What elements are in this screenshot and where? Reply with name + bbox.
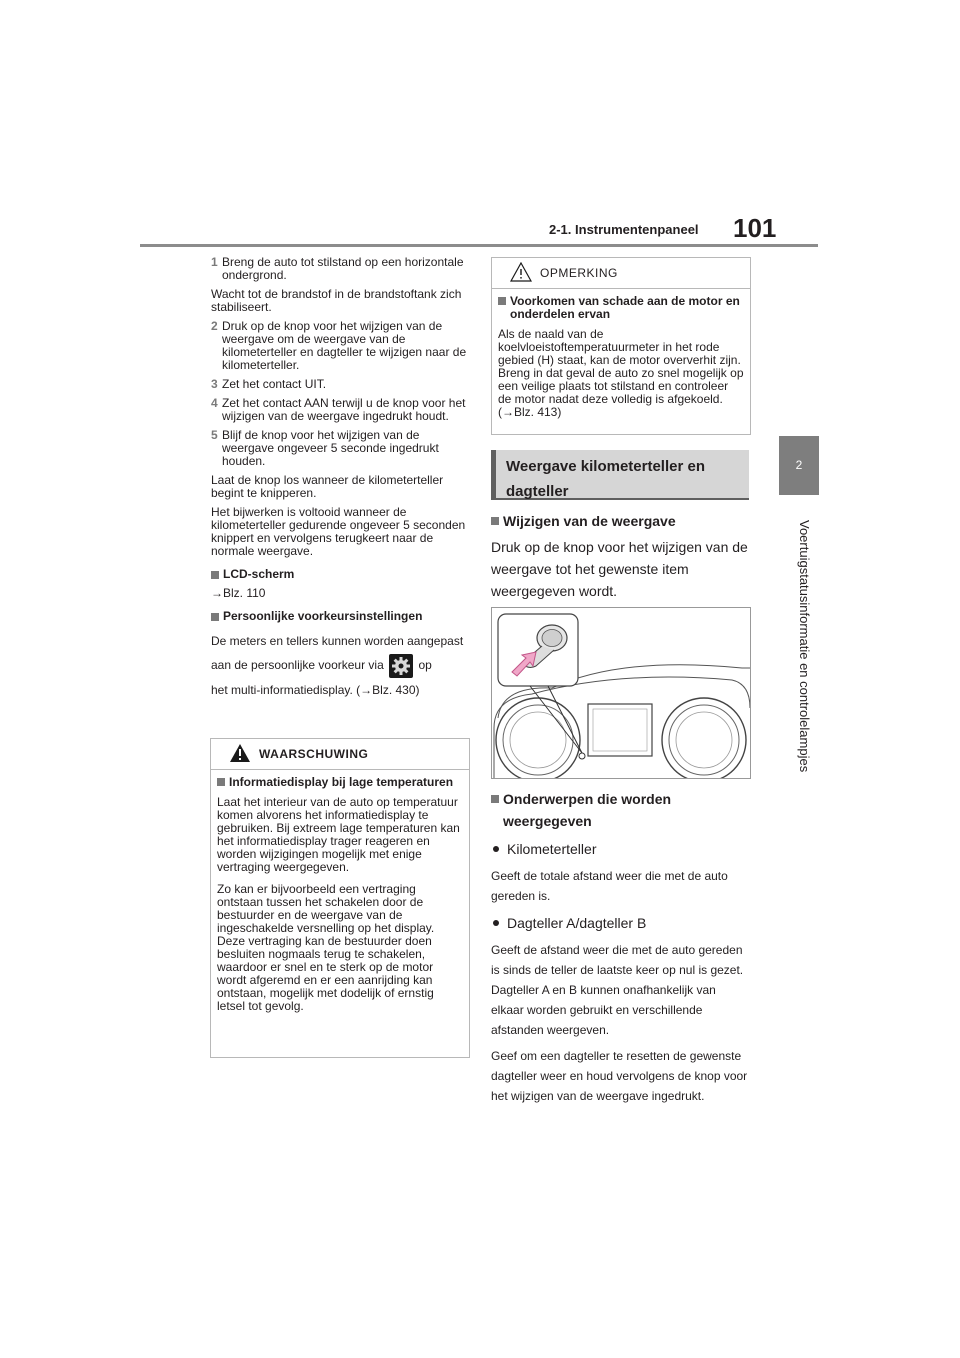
step-2: 2 Druk op de knop voor het wijzigen van de weergave om de weergave van de kilometerteller en dagteller te wijzigen naar de kilometerteller. xyxy=(211,319,467,372)
items-heading: Onderwerpen die worden weergegeven xyxy=(491,788,749,832)
bullet-dot-icon xyxy=(493,846,499,852)
notice-subheading: Voorkomen van schade aan de motor en onderdelen ervan xyxy=(498,295,744,321)
cluster-drawing xyxy=(492,608,750,778)
right-column-bottom xyxy=(491,788,749,1106)
square-bullet-icon xyxy=(491,517,499,525)
chapter-tab: 2 xyxy=(779,436,819,495)
tripmeter-text: Geeft de afstand weer die met de auto gereden is sinds de teller de laatste keer op nul is gezet. Dagteller A en B kunnen onafhankelijk van elkaar worden gebruikt en verschillende afstanden weergeven. xyxy=(491,943,744,1037)
odometer-item: Kilometerteller xyxy=(491,838,749,860)
change-heading: Wijzigen van de weergave xyxy=(491,510,749,532)
warning-box xyxy=(210,738,470,1058)
header-rule xyxy=(140,244,818,247)
chapter-title: Voertuigstatusinformatie en controlelampjes xyxy=(797,520,812,773)
notice-box xyxy=(491,257,751,435)
change-text: Druk op de knop voor het wijzigen van de weergave tot het gewenste item weergegeven wordt. xyxy=(491,539,748,599)
warning-paragraph-2: Zo kan er bijvoorbeeld een vertraging ontstaan tussen het schakelen door de bestuurder en de weergave van de ingeschakelde versnelling op het display. Deze vertraging kan de bestuurder doen besluiten nogmaals terug te schakelen, waardoor er snel en te sterk op de motor wordt afgeremd en er een aanrijding kan ontstaan, mogelijk met dodelijk of ernstig letsel tot gevolg. xyxy=(217,882,435,1013)
complete-text: Het bijwerken is voltooid wanneer de kilometerteller gedurende ongeveer 5 seconden knippert en vervolgens terugkeert naar de normale weergave. xyxy=(211,505,466,558)
section-heading: Weergave kilometerteller en dagteller xyxy=(491,450,749,500)
step-3: 3 Zet het contact UIT. xyxy=(211,377,327,391)
settings-gear-icon xyxy=(389,654,413,678)
tripmeter-item: Dagteller A/dagteller B xyxy=(491,912,749,934)
square-bullet-icon xyxy=(211,613,219,621)
page-number: 101 xyxy=(733,213,777,243)
notice-body: Als de naald van de koelvloeistoftemperatuurmeter in het rode gebied (H) staat, kan de motor oververhit zijn. Breng in dat geval de auto zo snel mogelijk op een veilige plaats tot stilstand en controleer de motor nadat deze volledig is afgekoeld. xyxy=(498,327,744,406)
warning-triangle-icon xyxy=(229,743,251,763)
notice-header: OPMERKING xyxy=(492,258,750,289)
bullet-dot-icon xyxy=(493,920,499,926)
reset-text: Geef om een dagteller te resetten de gewenste dagteller weer en houd vervolgens de knop voor het wijzigen van de weergave ingedrukt. xyxy=(491,1049,748,1103)
instrument-cluster-illustration xyxy=(491,607,751,779)
square-bullet-icon xyxy=(217,778,225,786)
caution-triangle-icon xyxy=(510,262,532,282)
section-title: 2-1. Instrumentenpaneel xyxy=(549,222,699,237)
square-bullet-icon xyxy=(491,795,499,803)
step-5: 5 Blijf de knop voor het wijzigen van de weergave ongeveer 5 seconde ingedrukt houden. xyxy=(211,428,439,468)
left-column xyxy=(211,256,467,708)
notice-reference[interactable]: (→Blz. 413) xyxy=(498,405,562,419)
release-text: Laat de knop los wanneer de kilometerteller begint te knipperen. xyxy=(211,473,444,500)
lcd-heading: LCD-scherm xyxy=(211,568,467,581)
step-4: 4 Zet het contact AAN terwijl u de knop voor het wijzigen van de weergave ingedrukt houdt. xyxy=(211,396,466,423)
step-1: 1 Breng de auto tot stilstand op een horizontale ondergrond. xyxy=(211,255,464,282)
square-bullet-icon xyxy=(211,571,219,579)
warning-subheading: Informatiedisplay bij lage temperaturen xyxy=(217,776,463,789)
wait-text: Wacht tot de brandstof in de brandstoftank zich stabiliseert. xyxy=(211,287,462,314)
warning-paragraph-1: Laat het interieur van de auto op temperatuur komen alvorens het informatiedisplay te gebruiken. Bij extreem lage temperaturen kan het informatiedisplay trager reageren en worden wijzigingen mogelijk met enige vertraging weergegeven. xyxy=(217,795,460,874)
odometer-text: Geeft de totale afstand weer die met de auto gereden is. xyxy=(491,869,728,903)
preferences-text: De meters en tellers kunnen worden aangepast aan de persoonlijke voorkeur via op het multi-informatiedisplay. (→Blz. 430) xyxy=(211,634,464,697)
preferences-heading: Persoonlijke voorkeursinstellingen xyxy=(211,610,467,623)
warning-header: WAARSCHUWING xyxy=(211,739,469,770)
right-column-top xyxy=(491,510,749,602)
lcd-reference[interactable]: →Blz. 110 xyxy=(211,586,266,600)
square-bullet-icon xyxy=(498,297,506,305)
